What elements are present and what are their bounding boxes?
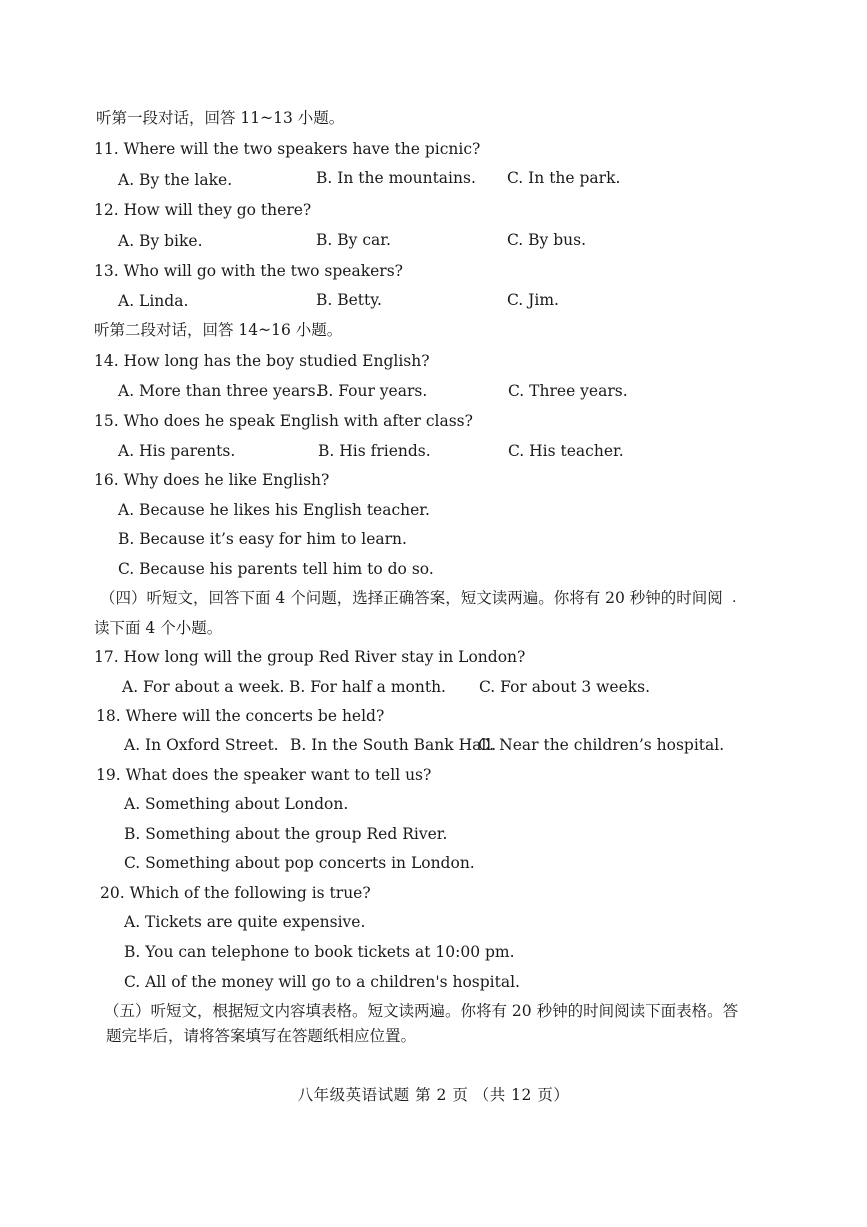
question-11-option-c: C. In the park. [507, 169, 621, 187]
section-4-instruction-line-1: （四）听短文，回答下面 4 个问题，选择正确答案，短文读两遍。你将有 20 秒钟的时间阅 [100, 589, 723, 607]
question-20-option-c: C. All of the money will go to a children's hospital. [124, 973, 520, 991]
question-14-option-a: A. More than three years. [118, 382, 321, 400]
question-12-option-c: C. By bus. [507, 231, 587, 249]
question-20-option-a: A. Tickets are quite expensive. [124, 913, 366, 931]
page-footer: 八年级英语试题 第 2 页 （共 12 页） [297, 1086, 570, 1104]
question-14-stem: 14. How long has the boy studied English? [94, 352, 430, 370]
question-18-option-b: B. In the South Bank Hall. [290, 736, 497, 754]
question-18-option-c: C. Near the children’s hospital. [478, 736, 725, 754]
question-16-option-b: B. Because it’s easy for him to learn. [118, 530, 407, 548]
section-5-instruction-line-1: （五）听短文，根据短文内容填表格。短文读两遍。你将有 20 秒钟的时间阅读下面表格。答 [104, 1002, 739, 1020]
question-17-option-c: C. For about 3 weeks. [479, 678, 651, 696]
question-20-stem: 20. Which of the following is true? [100, 884, 371, 902]
section-1-instruction: 听第一段对话，回答 11~13 小题。 [96, 109, 345, 127]
question-11-stem: 11. Where will the two speakers have the picnic? [94, 140, 481, 158]
question-17-option-a: A. For about a week. [122, 678, 285, 696]
question-13-option-b: B. Betty. [316, 291, 382, 309]
question-13-option-a: A. Linda. [118, 292, 189, 310]
question-20-option-b: B. You can telephone to book tickets at 10:00 pm. [124, 943, 515, 961]
question-16-stem: 16. Why does he like English? [94, 471, 330, 489]
section-2-instruction: 听第二段对话，回答 14~16 小题。 [94, 321, 343, 339]
question-15-option-c: C. His teacher. [508, 442, 624, 460]
question-12-option-a: A. By bike. [118, 232, 203, 250]
question-19-stem: 19. What does the speaker want to tell us? [96, 766, 432, 784]
question-15-option-b: B. His friends. [318, 442, 431, 460]
question-14-option-c: C. Three years. [508, 382, 628, 400]
question-13-stem: 13. Who will go with the two speakers? [94, 262, 403, 280]
stray-dot-mark: . [732, 590, 737, 606]
question-16-option-c: C. Because his parents tell him to do so. [118, 560, 434, 578]
question-11-option-b: B. In the mountains. [316, 169, 476, 187]
section-4-instruction-line-2: 读下面 4 个小题。 [94, 619, 223, 637]
question-18-stem: 18. Where will the concerts be held? [96, 707, 385, 725]
question-17-option-b: B. For half a month. [289, 678, 446, 696]
question-19-option-b: B. Something about the group Red River. [124, 825, 448, 843]
question-19-option-c: C. Something about pop concerts in London. [124, 854, 475, 872]
question-14-option-b: B. Four years. [317, 382, 428, 400]
question-13-option-c: C. Jim. [507, 291, 559, 309]
question-15-stem: 15. Who does he speak English with after class? [94, 412, 473, 430]
question-12-stem: 12. How will they go there? [94, 201, 312, 219]
question-17-stem: 17. How long will the group Red River stay in London? [94, 648, 526, 666]
question-19-option-a: A. Something about London. [124, 795, 349, 813]
question-11-option-a: A. By the lake. [118, 171, 233, 189]
question-16-option-a: A. Because he likes his English teacher. [118, 501, 430, 519]
question-15-option-a: A. His parents. [118, 442, 236, 460]
section-5-instruction-line-2: 题完毕后，请将答案填写在答题纸相应位置。 [106, 1027, 417, 1045]
question-18-option-a: A. In Oxford Street. [124, 736, 279, 754]
question-12-option-b: B. By car. [316, 231, 391, 249]
